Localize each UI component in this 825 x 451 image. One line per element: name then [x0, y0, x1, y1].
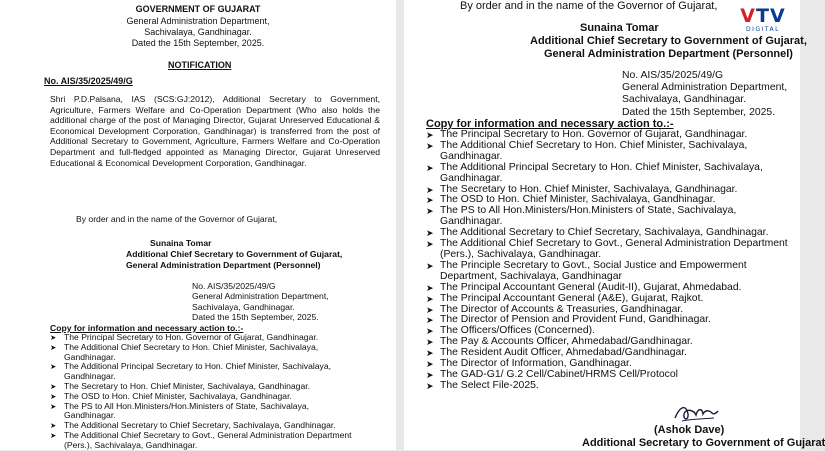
copy-list-item	[50, 402, 352, 422]
copy-list-item-line: (Pers.), Sachivalaya, Gandhinagar.	[440, 248, 602, 260]
logo-tv: TV	[756, 5, 786, 27]
vtv-digital-logo	[734, 6, 792, 40]
copy-list-item-line: (Pers.), Sachivalaya, Gandhinagar.	[64, 439, 198, 450]
ref-line: Sachivalaya, Gandhinagar.	[622, 94, 747, 106]
ref-block	[622, 70, 787, 119]
copy-list-item-line: ➤ The Director of Information, Gandhinagar.	[440, 358, 632, 370]
copy-list-item-line: ➤ The Select File-2025.	[440, 379, 539, 391]
copy-list-item-line: ➤ The Principal Secretary to Hon. Governor of Gujarat, Gandhinagar.	[440, 129, 748, 140]
notification-paragraph: Shri P.D.Palsana, IAS (SCS:GJ:2012), Additional Secretary to Government, Agriculture, Farmers Welfare and Co-Operation Department (Who also holds the additional charge of the post of Managing Director, Gujarat Unreserved Educational & Economical Development Corporation, Gandhinagar) is transferred from the post of Additional Secretary to Government, Agriculture, Farmers Welfare and Co-Operation Department and full-fledged appointed as Managing Director, Gujarat Unreserved Educational & Economical Development Corporation, Gandhinagar.	[50, 94, 380, 168]
copy-list-item	[426, 261, 788, 283]
copy-list-item-line: Gandhinagar.	[440, 150, 503, 162]
ref-line: No. AIS/35/2025/49/G	[192, 281, 276, 291]
copy-list-item-line: ➤ The Principal Accountant General (Audit-II), Gujarat, Ahmedabad.	[440, 281, 742, 293]
signature-image	[672, 402, 720, 424]
copy-list-item-line: ➤ The Additional Chief Secretary to Hon. Chief Minister, Sachivalaya,	[440, 139, 748, 151]
copy-list-item-line: ➤ The Additional Secretary to Chief Secretary, Sachivalaya, Gandhinagar.	[440, 227, 769, 239]
ref-line: No. AIS/35/2025/49/G	[622, 70, 724, 81]
copy-list-item-line: Gandhinagar.	[64, 371, 116, 382]
signatory-name: Sunaina Tomar	[150, 238, 212, 248]
ref-line: General Administration Department,	[192, 291, 329, 302]
copy-list-item	[426, 163, 788, 185]
copy-list	[50, 333, 352, 451]
copy-list-item-line: ➤ The Officers/Offices (Concerned).	[440, 325, 595, 337]
copy-list	[426, 130, 788, 392]
signatory-line-1: Additional Chief Secretary to Government of Gujarat,	[126, 249, 343, 259]
copy-list-item-line: ➤ The Director of Pension and Provident Fund, Gandhinagar.	[440, 314, 711, 326]
ref-block	[192, 281, 329, 323]
copy-list-item-line: Gandhinagar.	[440, 216, 503, 228]
ref-line: General Administration Department,	[622, 82, 788, 94]
place-line: Sachivalaya, Gandhinagar.	[144, 27, 252, 37]
copy-list-item-line: ➤ The OSD to Hon. Chief Minister, Sachivalaya, Gandhinagar.	[440, 194, 716, 206]
copy-list-item-line: ➤ The Additional Chief Secretary to Hon. Chief Minister, Sachivalaya,	[64, 341, 319, 352]
copy-list-item	[426, 239, 788, 261]
copy-heading: Copy for information and necessary action to.:-	[426, 118, 674, 130]
copy-list-item	[50, 343, 352, 363]
logo-digital: DIGITAL	[746, 26, 780, 33]
copy-list-item	[426, 283, 788, 294]
copy-list-item-line: Gandhinagar.	[64, 410, 116, 421]
signatory-line-2: General Administration Department (Personnel)	[544, 48, 793, 60]
copy-list-item-line: ➤ The Principle Secretary to Govt., Social Justice and Empowerment	[440, 259, 747, 271]
copy-list-item-line: ➤ The Additional Principal Secretary to Hon. Chief Minister, Sachivalaya,	[440, 161, 763, 173]
copy-list-item-line: ➤ The Additional Chief Secretary to Govt., General Administration Department	[440, 238, 788, 250]
second-signatory-name: (Ashok Dave)	[654, 424, 725, 436]
copy-list-item	[50, 362, 352, 382]
copy-list-item-line: ➤ The GAD-G1/ G.2 Cell/Cabinet/HRMS Cell/Protocol	[440, 368, 678, 380]
copy-list-item-line: Department, Sachivalaya, Gandhinagar	[440, 270, 622, 282]
copy-list-item-line: ➤ The PS to All Hon.Ministers/Hon.Ministers of State, Sachivalaya,	[440, 205, 737, 217]
copy-list-item-line: ➤ The Pay & Accounts Officer, Ahmedabad/Gandhinagar.	[440, 336, 693, 348]
order-line: By order and in the name of the Governor of Gujarat,	[460, 0, 718, 12]
copy-list-item	[426, 381, 788, 392]
copy-list-item-line: ➤ The Principal Accountant General (A&E), Gujarat, Rajkot.	[440, 292, 704, 304]
signatory-line-1: Additional Chief Secretary to Government of Gujarat,	[530, 35, 807, 47]
copy-list-item-line: ➤ The Director of Accounts & Treasuries, Gandhinagar.	[440, 303, 684, 315]
copy-list-item-line: ➤ The Additional Principal Secretary to Hon. Chief Minister, Sachivalaya,	[64, 361, 332, 372]
notification-title: NOTIFICATION	[168, 60, 232, 70]
govt-title: GOVERNMENT OF GUJARAT	[135, 4, 261, 14]
left-document-page	[0, 0, 396, 450]
ref-line: Dated the 15th September, 2025.	[192, 312, 319, 323]
copy-list-item-line: ➤ The Additional Secretary to Chief Secretary, Sachivalaya, Gandhinagar.	[64, 420, 336, 431]
copy-heading: Copy for information and necessary action to.:-	[50, 323, 244, 333]
copy-list-item-line: ➤ The OSD to Hon. Chief Minister, Sachivalaya, Gandhinagar.	[64, 390, 292, 401]
copy-list-item-line: ➤ The Additional Chief Secretary to Govt., General Administration Department	[64, 429, 352, 440]
copy-list-item-line: ➤ The PS to All Hon.Ministers/Hon.Ministers of State, Sachivalaya,	[64, 400, 310, 411]
copy-list-item-line: Gandhinagar.	[440, 172, 503, 184]
copy-list-item	[426, 141, 788, 163]
copy-list-item-line: ➤ The Resident Audit Officer, Ahmedabad/Gandhinagar.	[440, 347, 688, 359]
ref-line: Sachivalaya, Gandhinagar.	[192, 301, 295, 312]
logo-v: V	[740, 5, 757, 27]
copy-list-item-line: ➤ The Secretary to Hon. Chief Minister, Sachivalaya, Gandhinagar.	[64, 380, 311, 391]
dept-line: General Administration Department,	[126, 16, 270, 26]
second-signatory-title: Additional Secretary to Government of Gujarat	[582, 437, 825, 449]
copy-list-item-line: Gandhinagar.	[64, 351, 116, 362]
copy-list-item	[426, 206, 788, 228]
signatory-name: Sunaina Tomar	[580, 22, 659, 34]
order-number: No. AIS/35/2025/49/G	[44, 76, 133, 86]
order-line: By order and in the name of the Governor of Gujarat,	[76, 214, 278, 224]
copy-list-item-line: ➤ The Secretary to Hon. Chief Minister, Sachivalaya, Gandhinagar.	[440, 183, 738, 195]
signatory-line-2: General Administration Department (Personnel)	[126, 260, 321, 270]
ref-line: Dated the 15th September, 2025.	[622, 106, 776, 118]
copy-list-item	[50, 431, 352, 451]
copy-list-item	[426, 294, 788, 305]
copy-list-item-line: ➤ The Principal Secretary to Hon. Governor of Gujarat, Gandhinagar.	[64, 332, 319, 342]
date-line: Dated the 15th September, 2025.	[131, 38, 265, 48]
right-document-page	[404, 0, 825, 450]
